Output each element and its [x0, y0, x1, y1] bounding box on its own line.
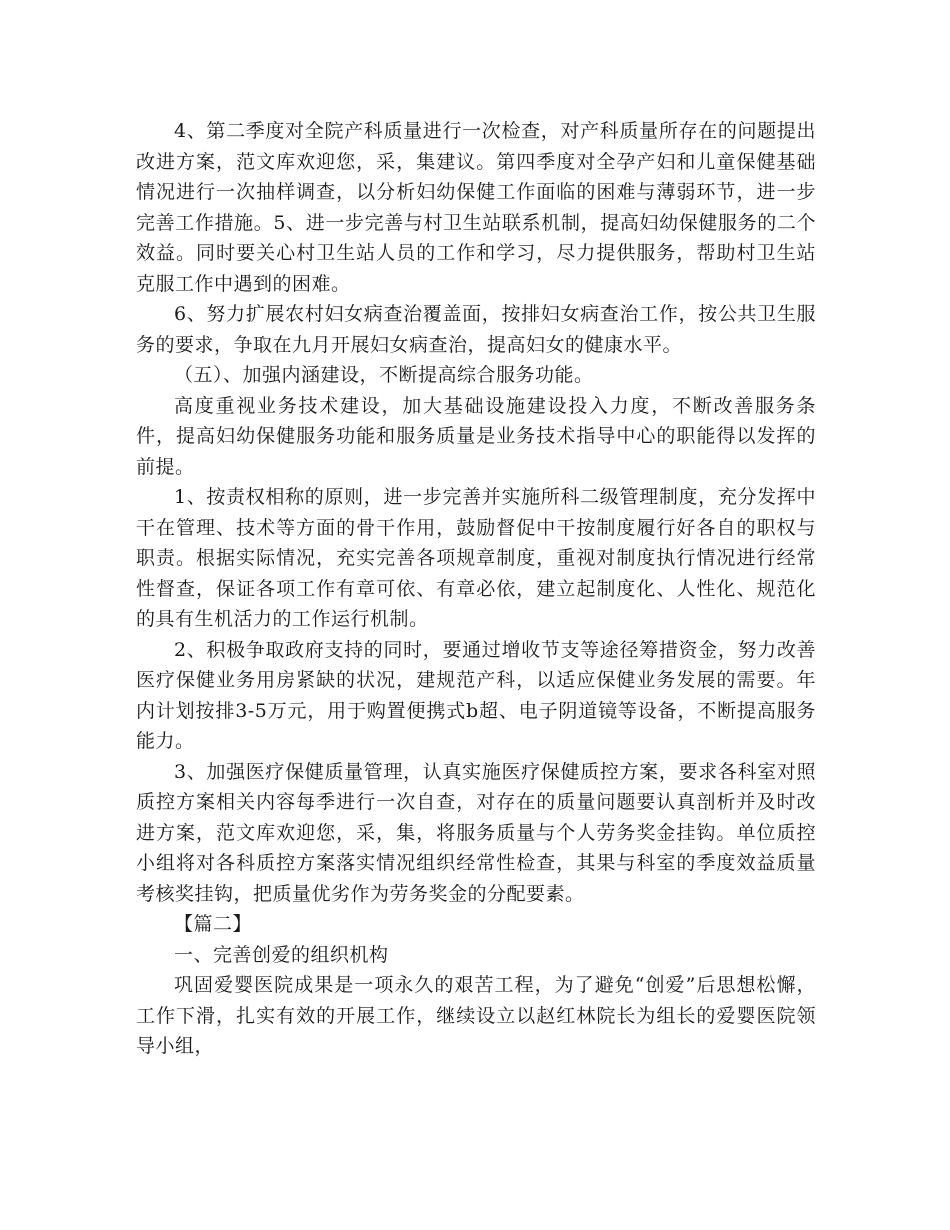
section-heading-five: （五）、加强内涵建设，不断提高综合服务功能。	[174, 364, 594, 386]
paragraph-closing: 巩固爱婴医院成果是一项永久的艰苦工程，为了避免“创爱”后思想松懈，工作下滑，扎实有效的开展工作，继续设立以赵红林院长为组长的爱婴医院领导小组，	[136, 974, 816, 1057]
paragraph-intro: 高度重视业务技术建设，加大基础设施建设投入力度，不断改善服务条件，提高妇幼保健服务功能和服务质量是业务技术指导中心的职能得以发挥的前提。	[136, 394, 816, 478]
paragraph-item-6: 6、努力扩展农村妇女病查治覆盖面，按排妇女病查治工作，按公共卫生服务的要求，争取在九月开展妇女病查治，提高妇女的健康水平。	[136, 303, 816, 356]
document-body	[136, 116, 816, 1062]
paragraph-item-3: 3、加强医疗保健质量管理，认真实施医疗保健质控方案，要求各科室对照质控方案相关内容每季进行一次自查，对存在的质量问题要认真剖析并及时改进方案，范文库欢迎您，采，集，将服务质量与个人劳务奖金挂钩。单位质控小组将对各科质控方案落实情况组织经常性检查，其果与科室的季度效益质量考核奖挂钩，把质量优劣作为劳务奖金的分配要素。	[136, 760, 816, 905]
paragraph-item-2: 2、积极争取政府支持的同时，要通过增收节支等途径筹措资金，努力改善医疗保健业务用房紧缺的状况，建规范产科，以适应保健业务发展的需要。年内计划按排3-5万元，用于购置便携式b超、电子阴道镜等设备，不断提高服务能力。	[136, 638, 816, 752]
paragraph-item-1: 1、按责权相称的原则，进一步完善并实施所科二级管理制度，充分发挥中干在管理、技术等方面的骨干作用，鼓励督促中干按制度履行好各自的职权与职责。根据实际情况，充实完善各项规章制度，重视对制度执行情况进行经常性督查，保证各项工作有章可依、有章必依，建立起制度化、人性化、规范化的具有生机活力的工作运行机制。	[136, 486, 816, 630]
paragraph-item-4: 4、第二季度对全院产科质量进行一次检查，对产科质量所存在的问题提出改进方案，范文库欢迎您，采，集建议。第四季度对全孕产妇和儿童保健基础情况进行一次抽样调查，以分析妇幼保健工作面临的困难与薄弱环节，进一步完善工作措施。5、进一步完善与村卫生站联系机制，提高妇幼保健服务的二个效益。同时要关心村卫生站人员的工作和学习，尽力提供服务，帮助村卫生站克服工作中遇到的困难。	[136, 120, 816, 295]
section-heading-one: 一、完善创爱的组织机构	[174, 943, 389, 966]
chapter-heading: 【篇二】	[174, 913, 253, 935]
